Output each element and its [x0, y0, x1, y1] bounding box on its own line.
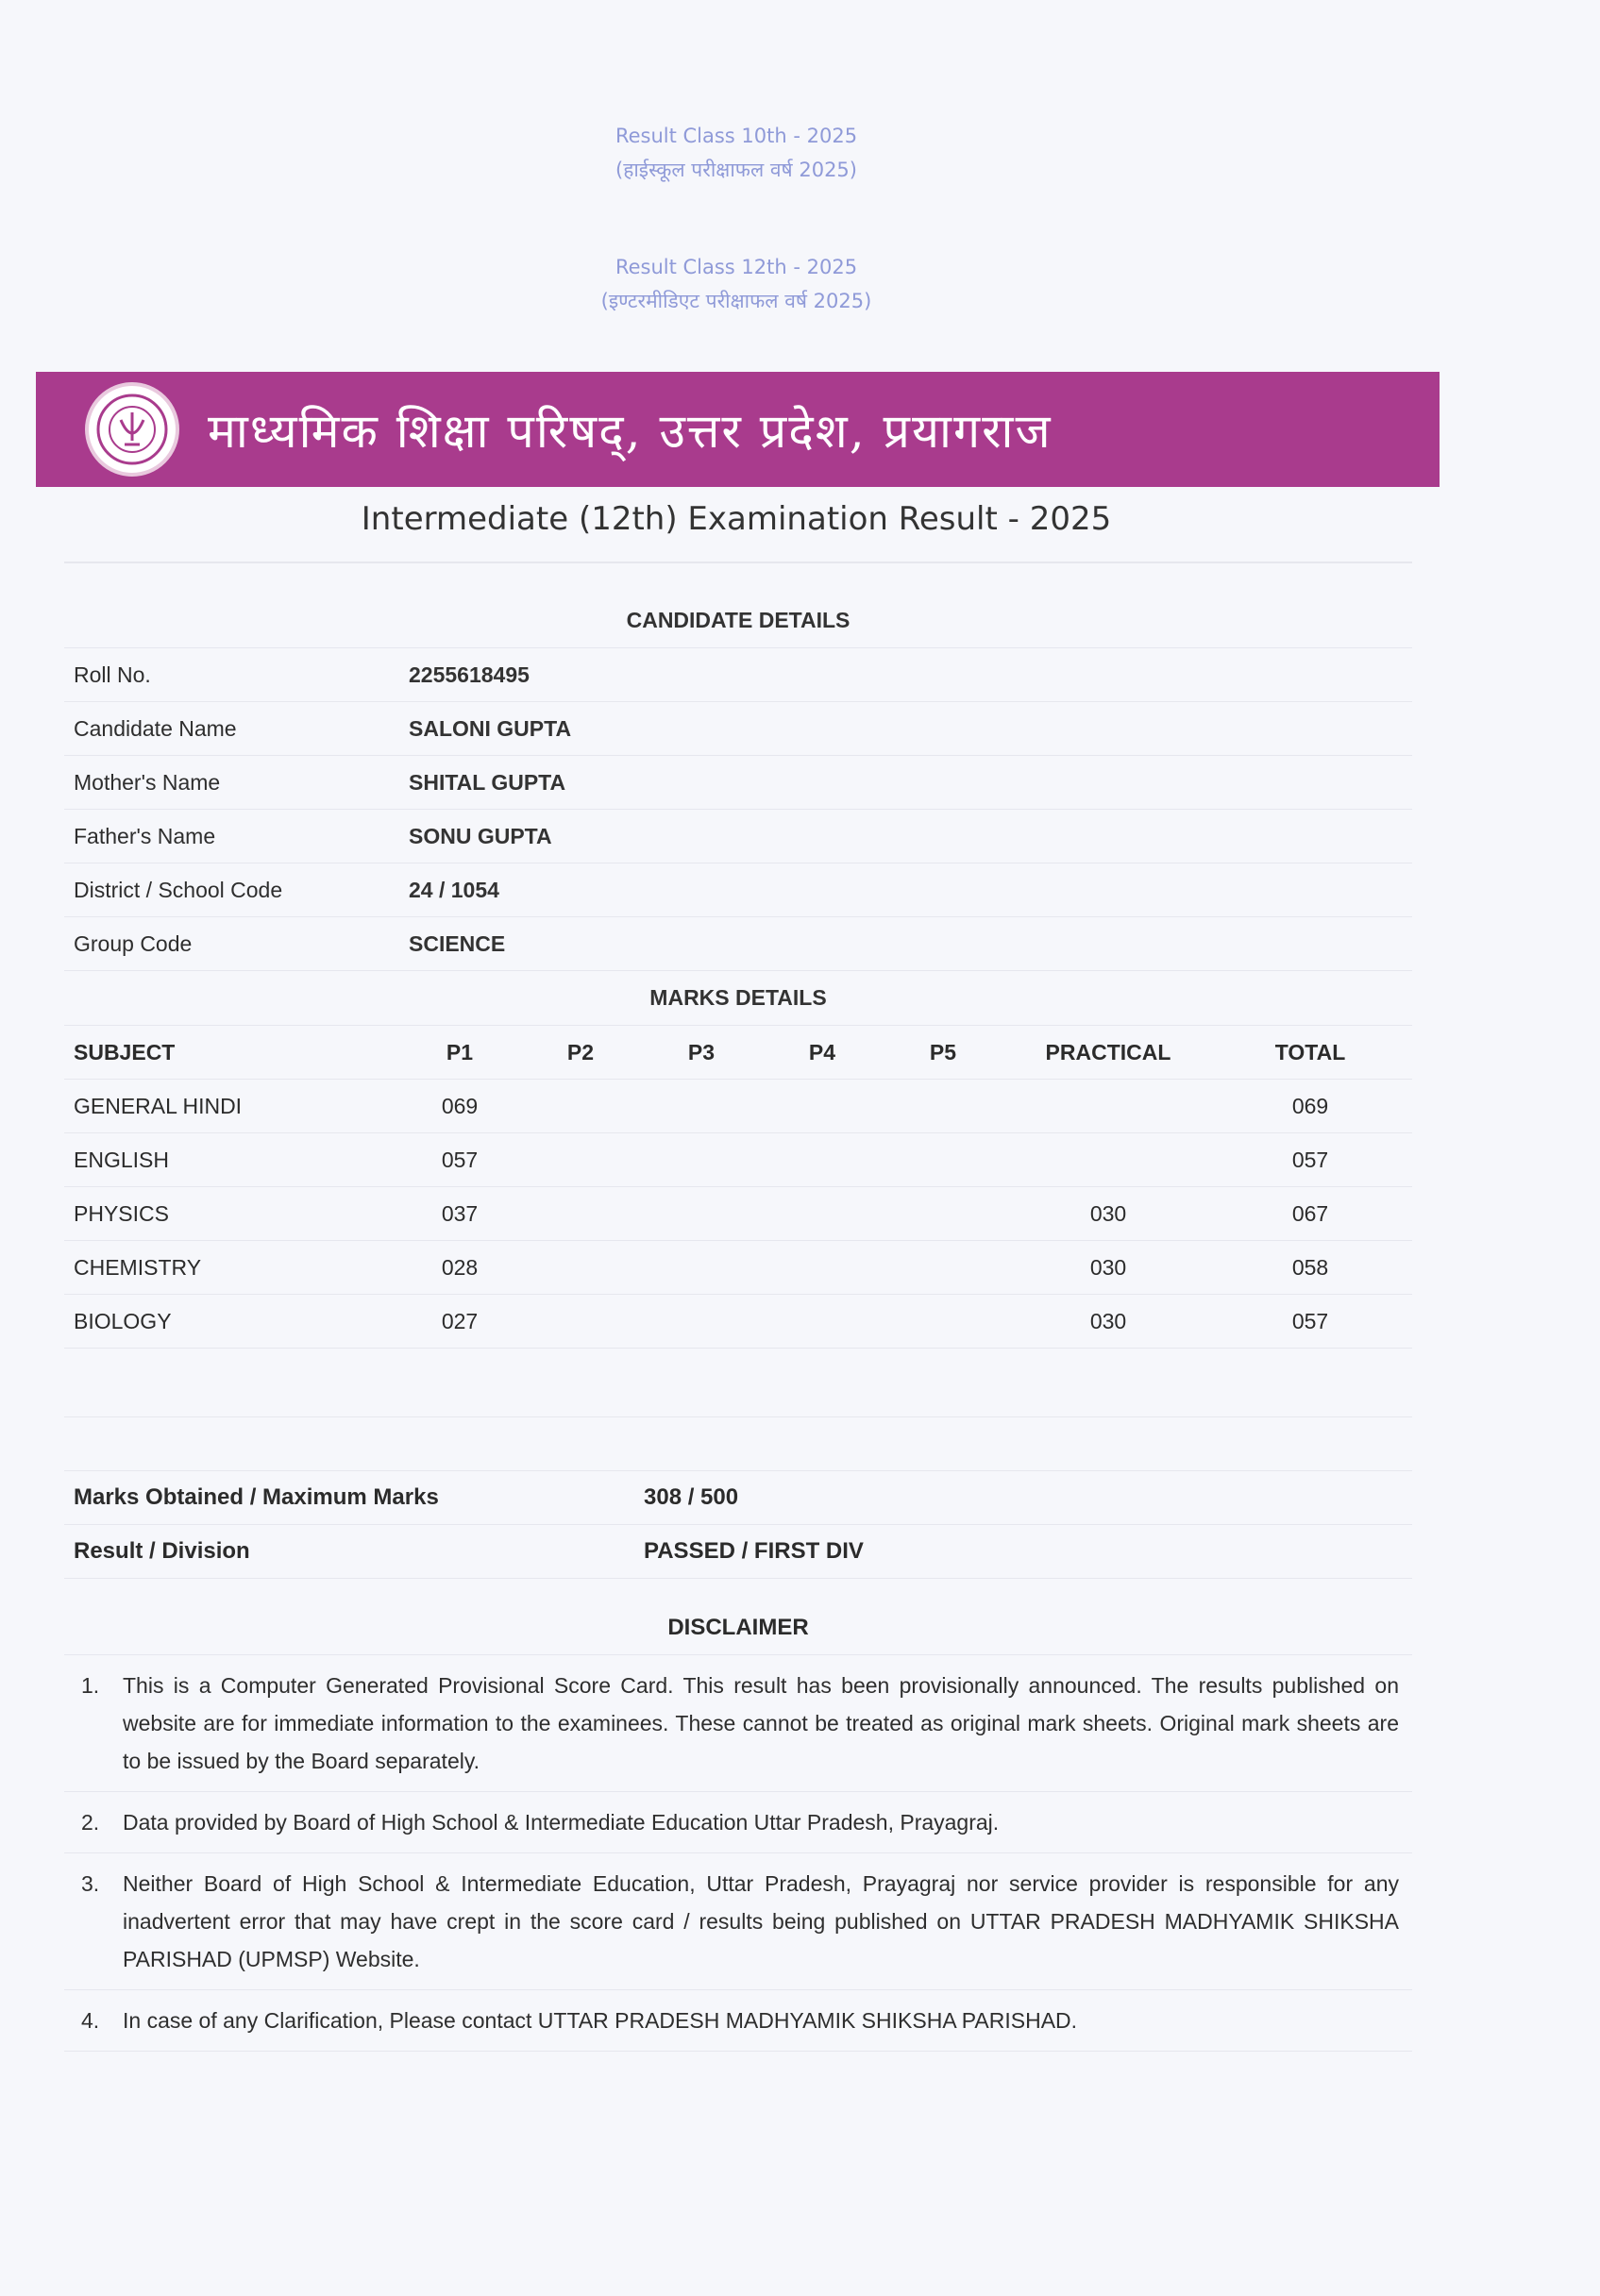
candidate-field-value: SHITAL GUPTA [409, 769, 566, 795]
board-name: माध्यमिक शिक्षा परिषद्, उत्तर प्रदेश, प्रयागराज [208, 404, 1053, 459]
marks-header-row [64, 1026, 1412, 1080]
result-link-class12-en[interactable]: Result Class 12th - 2025 [615, 256, 858, 278]
result-link-class12[interactable] [0, 250, 1473, 318]
candidate-field-value: 2255618495 [409, 662, 530, 687]
disclaimer-heading: DISCLAIMER [64, 1601, 1412, 1655]
candidate-field-value: SONU GUPTA [409, 823, 552, 848]
disclaimer-text: Data provided by Board of High School & Intermediate Education Uttar Pradesh, Prayagraj. [123, 1810, 1000, 1835]
table-row [64, 1241, 1412, 1295]
result-summary [64, 1471, 1412, 1579]
page-title: Intermediate (12th) Examination Result - 2025 [361, 500, 1112, 538]
marks-cell: 030 [1089, 1308, 1127, 1333]
marks-table [64, 1026, 1412, 1349]
candidate-field-label: Roll No. [74, 662, 151, 687]
marks-column-header: PRACTICAL [1045, 1039, 1171, 1064]
result-card [64, 561, 1412, 2052]
summary-label: Result / Division [74, 1538, 250, 1564]
marks-cell: 057 [1291, 1147, 1329, 1172]
candidate-details [64, 648, 1412, 971]
marks-cell: 069 [1291, 1093, 1329, 1118]
marks-cell: 027 [441, 1308, 479, 1333]
table-row [64, 1187, 1412, 1241]
board-banner [36, 372, 1440, 487]
candidate-field-value: SALONI GUPTA [409, 715, 572, 741]
marks-column-header: P1 [446, 1039, 474, 1064]
candidate-field-label: Candidate Name [74, 715, 237, 741]
subject-name: CHEMISTRY [74, 1254, 202, 1280]
summary-row [64, 1471, 1412, 1525]
list-item [64, 1655, 1412, 1792]
table-row [64, 1295, 1412, 1349]
marks-cell: 030 [1089, 1254, 1127, 1280]
marks-column-header: P4 [808, 1039, 836, 1064]
marks-column-header: TOTAL [1274, 1039, 1346, 1064]
candidate-row [64, 810, 1412, 863]
marks-column-header: P2 [566, 1039, 595, 1064]
marks-cell: 057 [441, 1147, 479, 1172]
result-link-class10-en[interactable]: Result Class 10th - 2025 [615, 125, 858, 147]
disclaimer-number: 3. [81, 1871, 100, 1896]
table-row [64, 1080, 1412, 1133]
candidate-details-heading: CANDIDATE DETAILS [64, 594, 1412, 648]
candidate-field-value: 24 / 1054 [409, 877, 499, 902]
result-link-class12-hi[interactable]: (इण्टरमीडिएट परीक्षाफल वर्ष 2025) [600, 290, 872, 312]
disclaimer-text: In case of any Clarification, Please contact UTTAR PRADESH MADHYAMIK SHIKSHA PARISHAD. [123, 2008, 1078, 2033]
marks-column-header: P3 [687, 1039, 716, 1064]
board-seal-logo [85, 382, 179, 477]
marks-cell: 028 [441, 1254, 479, 1280]
marks-cell: 058 [1291, 1254, 1329, 1280]
marks-cell: 067 [1291, 1200, 1329, 1226]
summary-row [64, 1525, 1412, 1579]
candidate-row [64, 863, 1412, 917]
summary-label: Marks Obtained / Maximum Marks [74, 1484, 439, 1510]
disclaimer-number: 1. [81, 1673, 100, 1698]
candidate-row [64, 917, 1412, 971]
marks-column-header: P5 [929, 1039, 957, 1064]
candidate-field-value: SCIENCE [409, 930, 506, 956]
candidate-row [64, 648, 1412, 702]
marks-cell: 037 [441, 1200, 479, 1226]
marks-column-header: SUBJECT [74, 1039, 176, 1064]
result-link-class10[interactable] [0, 119, 1473, 187]
subject-name: PHYSICS [74, 1200, 169, 1226]
disclaimer-text: Neither Board of High School & Intermediate Education, Uttar Pradesh, Prayagraj nor service provider is responsible for any inadvertent error that may have crept in the score card / results being published on UTTAR PRADESH MADHYAMIK SHIKSHA PARISHAD (UPMSP) Website. [123, 1871, 1399, 1971]
candidate-row [64, 702, 1412, 756]
candidate-field-label: Group Code [74, 930, 193, 956]
subject-name: GENERAL HINDI [74, 1093, 243, 1118]
disclaimer-number: 4. [81, 2008, 100, 2033]
marks-details-heading: MARKS DETAILS [64, 971, 1412, 1026]
table-row [64, 1133, 1412, 1187]
subject-name: ENGLISH [74, 1147, 169, 1172]
subject-name: BIOLOGY [74, 1308, 172, 1333]
list-item [64, 1792, 1412, 1853]
marks-cell: 030 [1089, 1200, 1127, 1226]
list-item [64, 1990, 1412, 2052]
disclaimer-list [64, 1655, 1412, 2052]
list-item [64, 1853, 1412, 1990]
result-link-class10-hi[interactable]: (हाईस्कूल परीक्षाफल वर्ष 2025) [615, 159, 857, 181]
candidate-row [64, 756, 1412, 810]
disclaimer-number: 2. [81, 1810, 100, 1835]
marks-cell: 057 [1291, 1308, 1329, 1333]
summary-value: PASSED / FIRST DIV [644, 1538, 864, 1564]
candidate-field-label: Father's Name [74, 823, 216, 848]
summary-value: 308 / 500 [644, 1484, 739, 1510]
disclaimer-text: This is a Computer Generated Provisional Score Card. This result has been provisionally announced. The results published on website are for immediate information to the examinees. These cannot be treated as original mark sheets. Original mark sheets are to be issued by the Board separately. [123, 1673, 1399, 1773]
marks-cell: 069 [441, 1093, 479, 1118]
candidate-field-label: Mother's Name [74, 769, 221, 795]
candidate-field-label: District / School Code [74, 877, 283, 902]
